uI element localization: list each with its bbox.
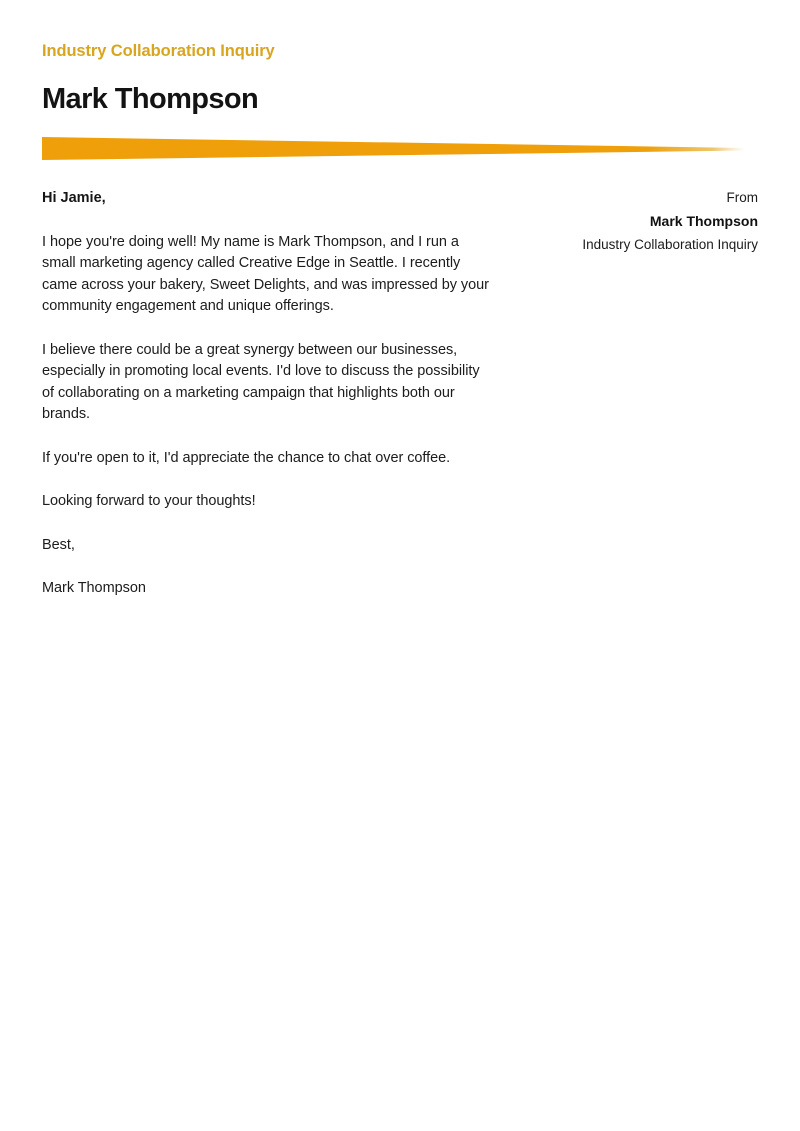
document-eyebrow: Industry Collaboration Inquiry [42,42,275,60]
accent-wedge-shape [42,133,752,165]
accent-wedge-divider [42,133,752,165]
from-subject: Industry Collaboration Inquiry [582,237,758,252]
letter-paragraph-2: I believe there could be a great synergy between our businesses, especially in promoting local events. I'd love to discuss the possibility of collaborating on a marketing campaign that highlights both our brands. [42,341,480,422]
letter-signature: Mark Thompson [42,580,146,596]
sender-meta-column [455,188,758,255]
letter-paragraph-1: I hope you're doing well! My name is Mark Thompson, and I run a small marketing agency called Creative Edge in Seattle. I recently came across your bakery, Sweet Delights, and was impressed by your community engagement and unique offerings. [42,233,489,314]
document-header [42,42,758,117]
letter-closing: Best, [42,536,75,553]
from-label: From [726,190,758,205]
letter-paragraph-3: If you're open to it, I'd appreciate the chance to chat over coffee. [42,449,451,466]
page-title: Mark Thompson [42,82,259,115]
letter-body-column [42,188,492,600]
letter-greeting: Hi Jamie, [42,190,106,206]
letter-paragraph-4: Looking forward to your thoughts! [42,493,256,509]
from-sender-name: Mark Thompson [649,213,758,229]
